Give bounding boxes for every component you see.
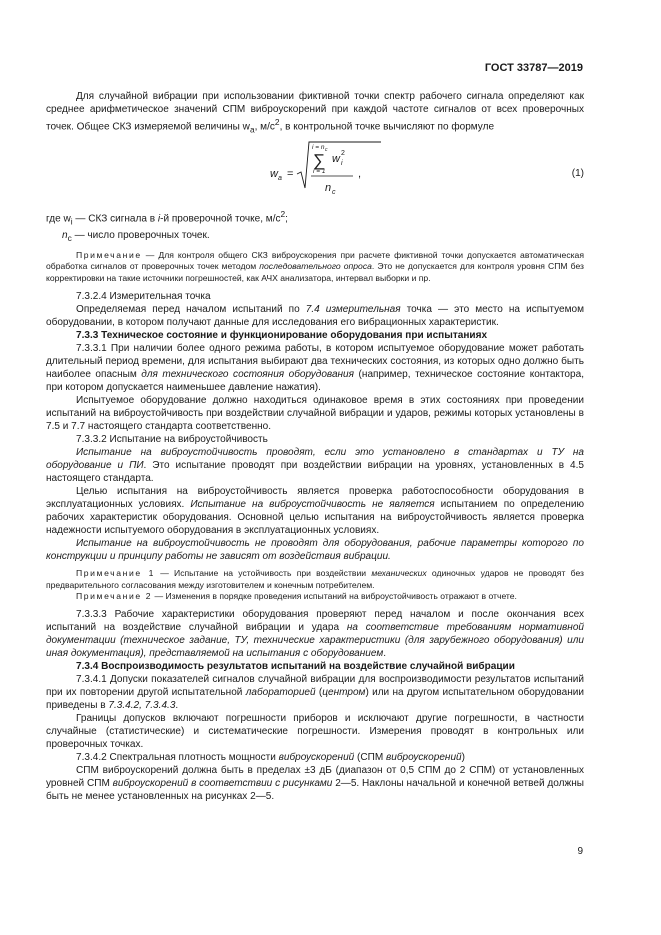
formula-denom-sub: c (332, 189, 336, 197)
section-7-3-3-title: 7.3.3 Техническое состояние и функционирование оборудования при испытаниях (76, 329, 488, 341)
formula-eq: = (287, 168, 294, 181)
formula-sum-top: i = n (312, 144, 325, 152)
formula-lhs-sub: a (278, 175, 282, 183)
note-2: Примечание 1 — Испытание на устойчивость при воздействии механических одиночных ударов не проводят без предварительного согласования между изготовителем и конечным потребителем. (46, 567, 584, 590)
paragraph-not-tested: Испытание на виброустойчивость не проводят для оборудования, рабочие параметры которого по конструкции и принципу работы не зависят от воздействия вибрации. (46, 537, 584, 562)
paragraph-states: Испытуемое оборудование должно находиться одинаковое время в этих состояниях при проведении испытаний на виброустойчивость при воздействии случайной вибрации и ударов, режимы которых установлены в 7.5 и 7.7 настоящего стандарта соответственно. (46, 394, 584, 432)
formula-term-sup: 2 (341, 150, 345, 158)
formula-lhs: w (270, 168, 278, 181)
section-7-3-4-2-title: 7.3.4.2 Спектральная плотность мощности виброускорений (СПМ виброускорений) (76, 751, 465, 763)
formula-sum-top-sub: c (325, 147, 328, 154)
where-line-1: где $w_i$ — СКЗ сигнала в i-й проверочной точке, $м/с^2$; (46, 209, 288, 227)
section-7-3-2-4-text: Определяемая перед началом испытаний по 7.4 измерительная точка — это место на испытуемом оборудовании, в котором получают данные для исследования его вибрационных характеристик. (46, 303, 585, 328)
formula-sum-bottom: i = 1 (313, 168, 326, 176)
page-number: 9 (577, 846, 583, 857)
section-7-3-3-3-text: 7.3.3.3 Рабочие характеристики оборудования проверяют перед началом и после окончания всех испытаний на воздействие случайной вибрации и удара на соответствие требованиям нормативной документации (техническое задание, ТУ, технические характеристики (для зарубежного оборудования) или иная документация), представляемой на испытания с оборудованием. (46, 608, 584, 659)
section-7-3-3-1-text: 7.3.3.1 При наличии более одного режима работы, в котором испытуемое оборудование может работать длительный период времени, для испытания выбирают два технических состояния, из которых одно должно быть наиболее опасным для технического состояния оборудования (например, техническое состояние контактора, при котором допускается наименьшее давление нажатия). (46, 342, 584, 393)
intro-paragraph: Для случайной вибрации при использовании фиктивной точки спектр рабочего сигнала определяют как среднее арифметическое значений СПМ виброускорений при каждой частоте сигналов от всех проверочных точек. Общее СКЗ измеряемой величины $w_a$, $м/с^2$, в контрольной точке вычисляют по формуле (46, 91, 584, 135)
where-line-2: $n_c$ — число проверочных точек. (62, 229, 210, 243)
paragraph-spm: СПМ виброускорений должна быть в пределах ±3 дБ (диапазон от 0,5 СПМ до 2 СПМ) от установленных уровней СПМ виброускорений в соответствии с рисунками 2—5. Наклоны начальной и конечной ветвей должны быть не менее установленных на рисунках 2—5. (46, 764, 584, 802)
formula-sum-symbol: ∑ (313, 151, 326, 171)
document-body (46, 90, 584, 803)
section-7-3-4-1-text: 7.3.4.1 Допуски показателей сигналов случайной вибрации для воспроизводимости результатов испытаний при их повторении другой испытательной лабораторией (центром) или на другом испытательном оборудовании приведены в 7.3.4.2, 7.3.4.3. (46, 673, 584, 711)
formula-comma: , (358, 168, 362, 181)
note-1: Примечание — Для контроля общего СКЗ виброускорения при расчете фиктивной точки допускается автоматическая обработка сигналов от проверочных точек методом последовательного опроса. Это не допускается для контроля уровня СПМ без корректировки на такие источники погрешностей, как АЧХ анализатора, интервал выборки и пр. (46, 249, 584, 284)
formula-number: (1) (571, 168, 584, 180)
paragraph-goal: Целью испытания на виброустойчивость является проверка работоспособности оборудования в эксплуатационных условиях. Испытание на виброустойчивость не является испытанием по определению рабочих характеристик оборудования. Основной целью испытания на виброустойчивость является проверка надежности испытуемого оборудования в эксплуатационных условиях. (46, 485, 584, 536)
section-7-3-3-2-text: Испытание на виброустойчивость проводят, если это установлено в стандартах и ТУ на оборудование и ПИ. Это испытание проводят при воздействии вибрации на уровнях, установленных в 4.5 настоящего стандарта. (46, 446, 584, 484)
section-7-3-4-title: 7.3.4 Воспроизводимость результатов испытаний на воздействие случайной вибрации (76, 660, 515, 672)
paragraph-limits: Границы допусков включают погрешности приборов и исключают другие погрешности, в частности случайные (статистические) и систематические погрешности. Измерения проводят в контрольных или проверочных точках. (46, 712, 584, 750)
note-3: Примечание 2 — Изменения в порядке проведения испытаний на виброустойчивость отражают в отчете. (76, 591, 517, 602)
formula-term-sub: i (341, 160, 343, 168)
formula-term: w (332, 153, 340, 166)
section-7-3-3-2-title: 7.3.3.2 Испытание на виброустойчивость (76, 433, 268, 445)
formula-svg (261, 136, 401, 208)
formula-denom: n (325, 182, 332, 195)
note-label: Примечание (76, 249, 142, 260)
formula-1 (46, 136, 584, 208)
standard-header: ГОСТ 33787—2019 (484, 62, 583, 74)
section-7-3-2-4-title: 7.3.2.4 Измерительная точка (76, 290, 211, 302)
